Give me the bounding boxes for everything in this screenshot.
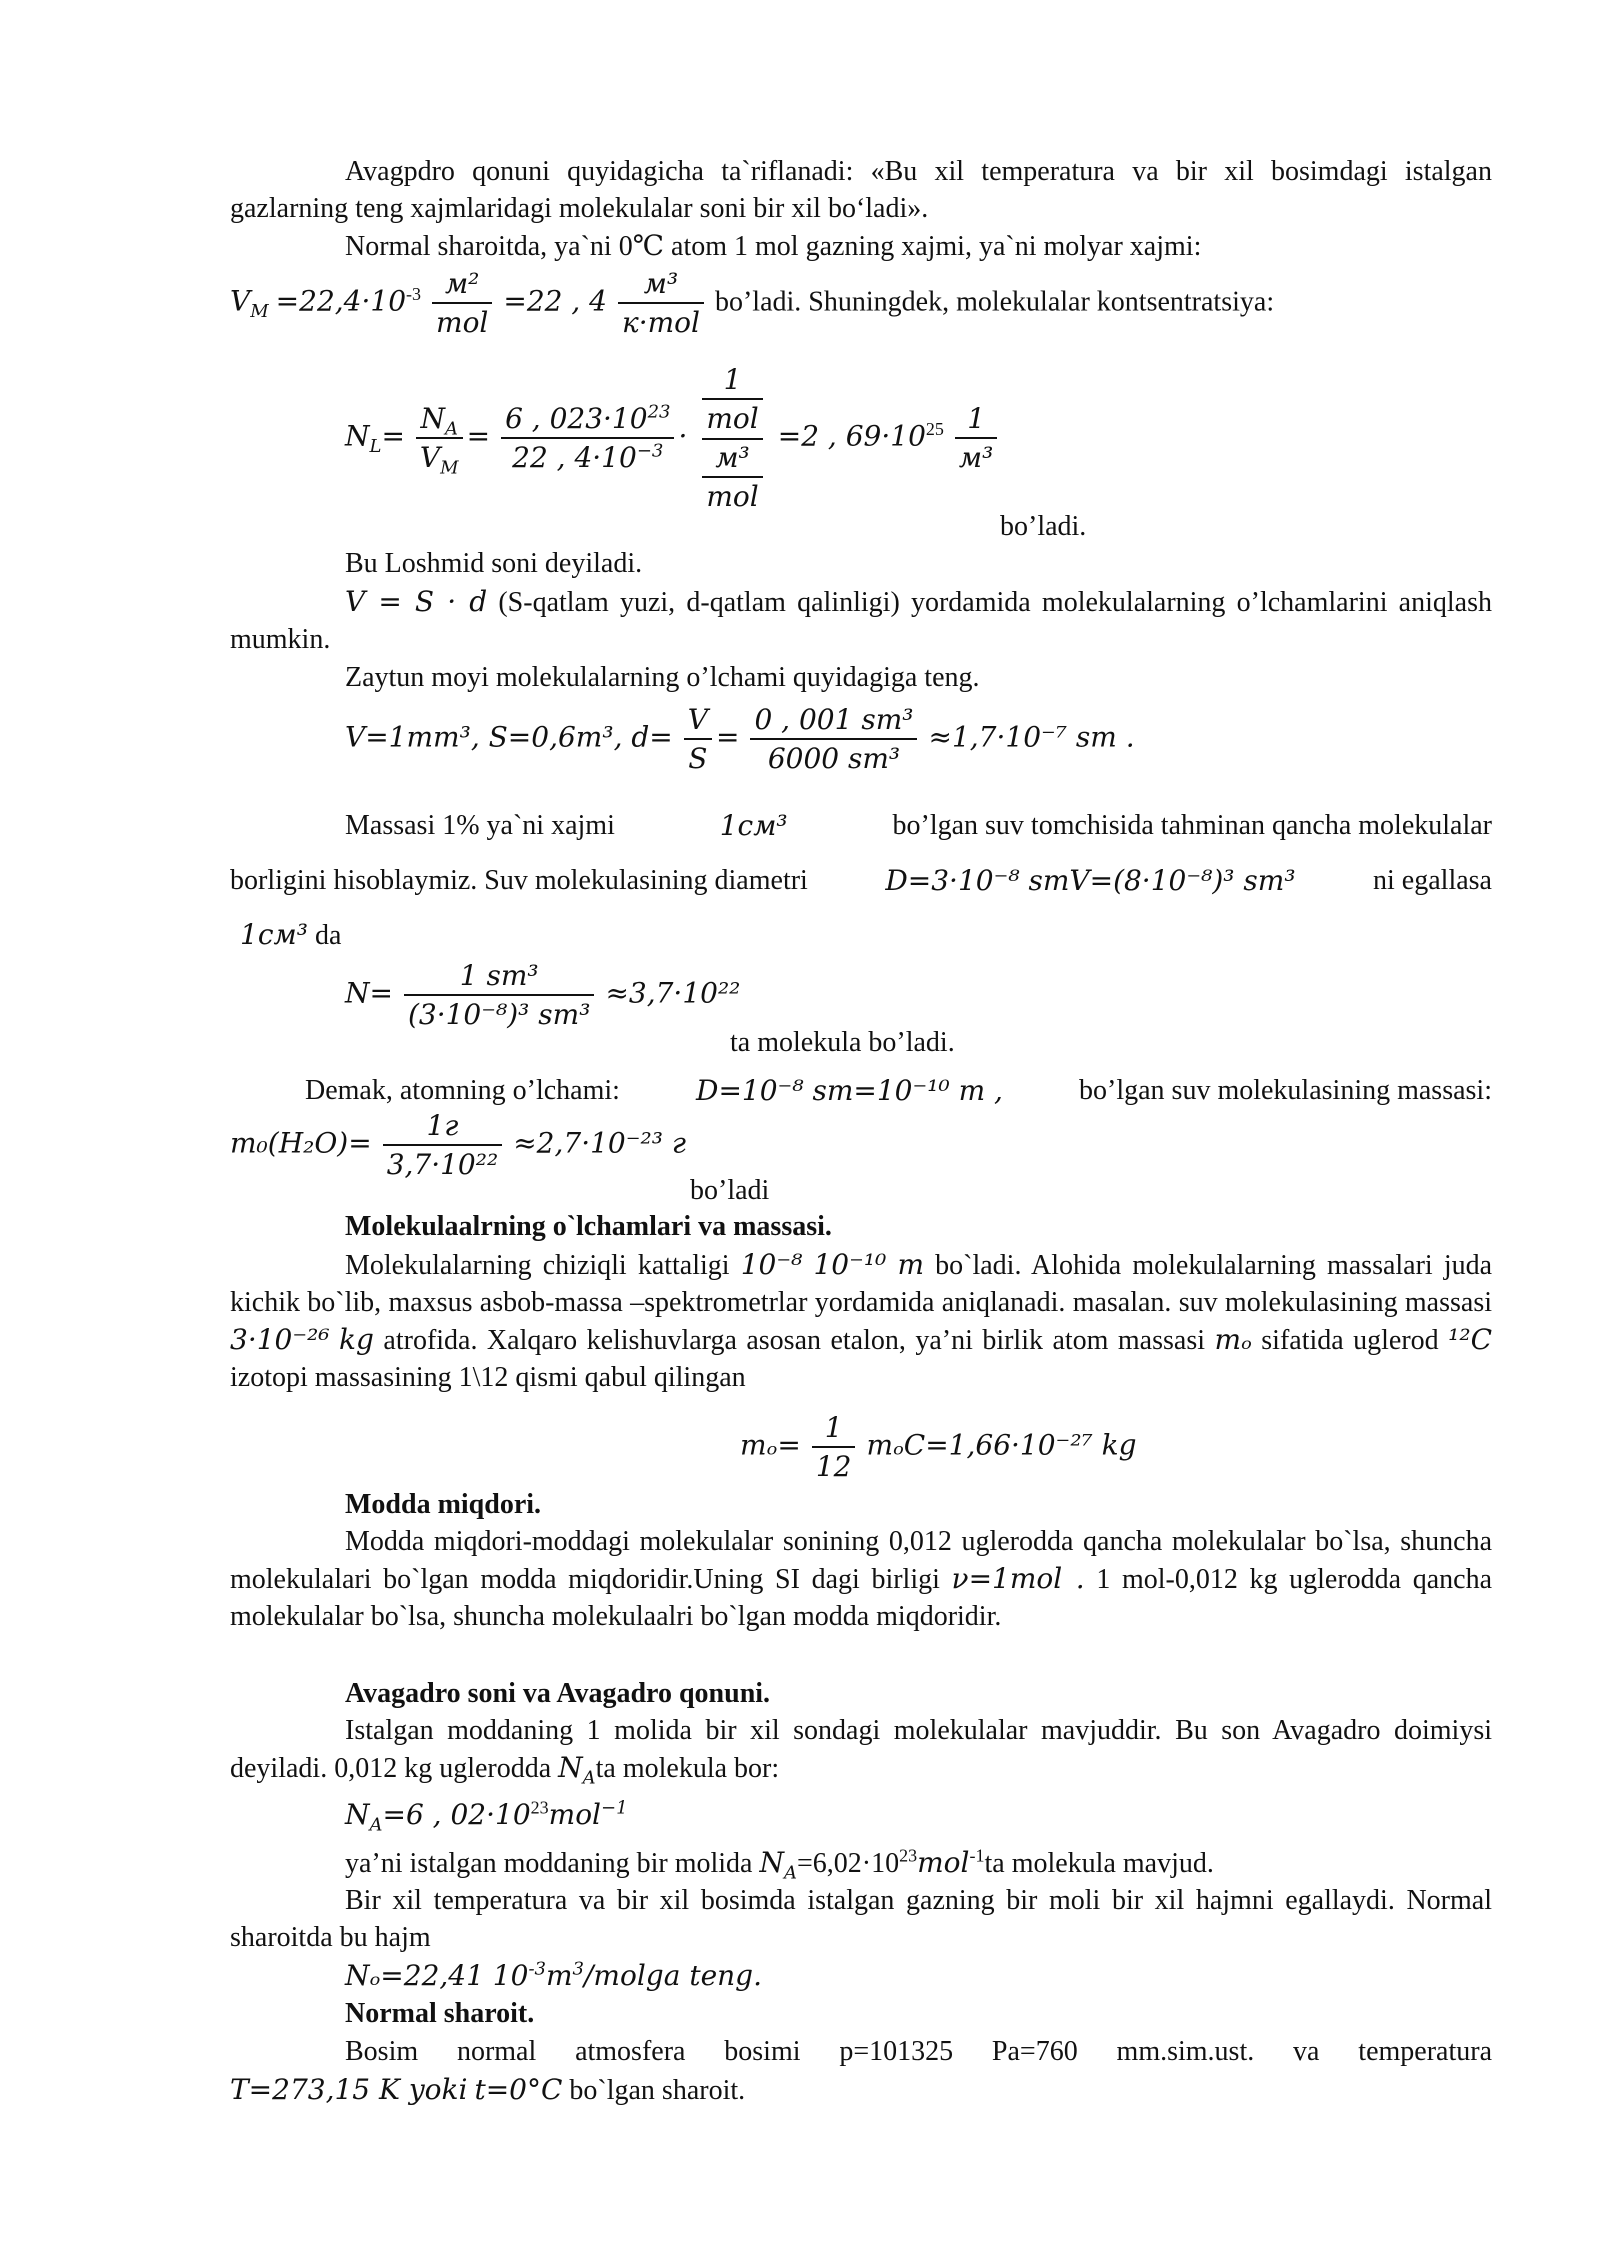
formula-olive-oil-size: V=1mm³, S=0,6m³, d= $\frac{V}{S}$ = $\frac{\text{0 , 001 sm³}}{\text{6000 sm³}}$ ≈1,7·10⁻⁷ sm .	[345, 702, 1135, 778]
fraction-v-s: $\frac{V}{S}$	[684, 702, 712, 778]
paragraph-amount-of-substance: Modda miqdori-moddagi molekulalar sonining 0,012 uglerodda qancha molekulalar bo`lsa, shuncha molekulalari bo`lgan modda miqdoridir.Uning SI dagi birligi ν=1mol . 1 mol-0,012 kg uglerodda qancha molekulalar bo`lsa, shuncha molekulaalri bo`lgan modda miqdoridir.	[230, 1526, 1493, 1632]
paragraph-avogadro-law: Avagpdro qonuni quyidagicha ta`riflanadi: «Bu xil temperatura va bir xil bosimdagi istalgan gazlarning teng xajmlaridagi molekulalar soni bir xil bo‘ladi».	[230, 156, 1492, 224]
heading-molecule-size-mass: Molekulaalrning o`lchamlari va massasi.	[345, 1211, 832, 1242]
formula-molar-volume: $V_M =22,4\cdot 10^{-3}$ $\frac{\text{м²}}{\text{mol}}$ =22 , 4 $\frac{\text{м³}}{\text{к·mol}}$ bo’ladi. Shuningdek, molekulalar kontsentratsiya:	[230, 266, 1492, 342]
paragraph-per-mole: ya’ni istalgan moddaning bir molida $N_A=6,02\cdot 10^{23}mol^{-1}ta$ molekula mavjud.	[345, 1845, 1214, 1884]
formula-avogadro-constant: $N_A=6$ , $02\cdot 10^{23}mol^{-1}$	[345, 1797, 628, 1836]
paragraph-layer-volume: V = S · d (S-qatlam yuzi, d-qatlam qalinligi) yordamida molekulalarning o’lchamlarini aniqlash mumkin.	[230, 585, 1492, 655]
fraction-compound-units: $\frac{1}{\text{mol}}$ $\frac{\text{м³}}{\text{mol}}$	[698, 362, 766, 516]
fraction-1-m3: $\frac{1}{\text{м³}}$	[955, 401, 997, 477]
paragraph-normal-conditions-line2: T=273,15 K yoki t=0°C bo`lgan sharoit.	[230, 2073, 746, 2106]
paragraph-water-drop-line1: Massasi 1% ya`ni xajmi 1см³ bo’lgan suv tomchisida tahminan qancha molekulalar	[345, 809, 1492, 842]
fraction-avogadro-volume: $\frac{6 , 023\cdot 10^{23}}{22 , 4\cdot 10^{-3}}$	[501, 401, 674, 477]
paragraph-water-drop-line2: borligini hisoblaymiz. Suv molekulasining diametri D=3·10⁻⁸ smV=(8·10⁻⁸)³ sm³ ni egallasa	[230, 864, 1492, 897]
text-boladi-2: bo’ladi	[690, 1175, 770, 1206]
paragraph-avogadro-constant: Istalgan moddaning 1 molida bir xil sondagi molekulalar mavjuddir. Bu son Avagadro doimiysi deyiladi. 0,012 kg uglerodda $N_Ata$ molekula bor:	[230, 1715, 1492, 1789]
paragraph-water-drop-line3: 1см³ da	[240, 918, 342, 951]
heading-avogadro-number: Avagadro soni va Avagadro qonuni.	[345, 1678, 771, 1709]
paragraph-normal-conditions: Normal sharoitda, ya`ni 0℃ atom 1 mol gazning xajmi, ya`ni molyar xajmi:	[345, 231, 1202, 262]
fraction-count: $\frac{\text{1 sm³}}{\text{(3·10⁻⁸)³ sm³}}$	[404, 958, 594, 1034]
paragraph-olive-oil: Zaytun moyi molekulalarning o’lchami quyidagiga teng.	[345, 662, 980, 693]
formula-atomic-mass-unit: mₒ= $\frac{1}{12}$ mₒC=1,66·10⁻²⁷ kg	[740, 1410, 1137, 1486]
fraction-volume-area: $\frac{\text{0 , 001 sm³}}{\text{6000 sm³}}$	[750, 702, 917, 778]
paragraph-atom-size: Demak, atomning o’lchami: D=10⁻⁸ sm=10⁻¹⁰ m , bo’lgan suv molekulasining massasi:	[305, 1074, 1492, 1107]
fraction-one-twelfth: $\frac{1}{12}$	[812, 1410, 856, 1486]
formula-normal-volume: Nₒ=22,41 $10^{-3}m^3$/molga teng.	[345, 1958, 762, 1992]
paragraph-molecule-size: Molekulalarning chiziqli kattaligi 10⁻⁸ 10⁻¹⁰ m bo`ladi. Alohida molekulalarning massalari juda kichik bo`lib, maxsus asbob-massa –spektrometrlar yordamida aniqlanadi. masalan. suv molekulasining massasi 3·10⁻²⁶ kg atrofida. Xalqaro kelishuvlarga asosan etalon, ya’ni birlik atom massasi mₒ sifatida uglerod ¹²C izotopi massasining 1\12 qismi qabul qilingan	[230, 1248, 1493, 1393]
paragraph-normal-conditions-definition: Bosim normal atmosfera bosimi p=101325 Pa=760 mm.sim.ust. va temperatura	[345, 2036, 1492, 2067]
formula-molecule-count: N= $\frac{\text{1 sm³}}{\text{(3·10⁻⁸)³ sm³}}$ ≈3,7·10²²	[345, 958, 740, 1034]
paragraph-molar-volume: Bir xil temperatura va bir xil bosimda istalgan gazning bir moli bir xil hajmni egallaydi. Normal sharoitda bu hajm	[230, 1885, 1492, 1953]
fraction-na-vm: $\frac{N_A}{V_M}$	[416, 401, 463, 477]
text-molecule-count-after: ta molekula bo’ladi.	[730, 1027, 955, 1058]
text-boladi-1: bo’ladi.	[1000, 511, 1087, 542]
fraction-m3-kmol: $\frac{\text{м³}}{\text{к·mol}}$	[618, 266, 704, 342]
fraction-mass: $\frac{1г}{\text{3,7·10²²}}$	[383, 1108, 503, 1184]
paragraph-loschmidt-name: Bu Loshmid soni deyiladi.	[345, 548, 643, 579]
formula-water-mass: m₀(H₂O)= $\frac{1г}{\text{3,7·10²²}}$ ≈2,7·10⁻²³ г	[230, 1108, 686, 1184]
heading-normal-conditions: Normal sharoit.	[345, 1998, 535, 2029]
formula-loschmidt: $N_L=$ $\frac{N_A}{V_M}$ = $\frac{6 , 023\cdot 10^{23}}{22 , 4\cdot 10^{-3}}$ · $\frac{1}{\text{mol}}$ $\frac{\text{м³}}{\text{mol}}$ =2 , $69\cdot 10^{25}$ $\frac{1}{\text{м³}}$	[345, 362, 1001, 516]
heading-amount-of-substance: Modda miqdori.	[345, 1489, 542, 1520]
fraction-m2-mol: $\frac{\text{м²}}{\text{mol}}$	[432, 266, 492, 342]
